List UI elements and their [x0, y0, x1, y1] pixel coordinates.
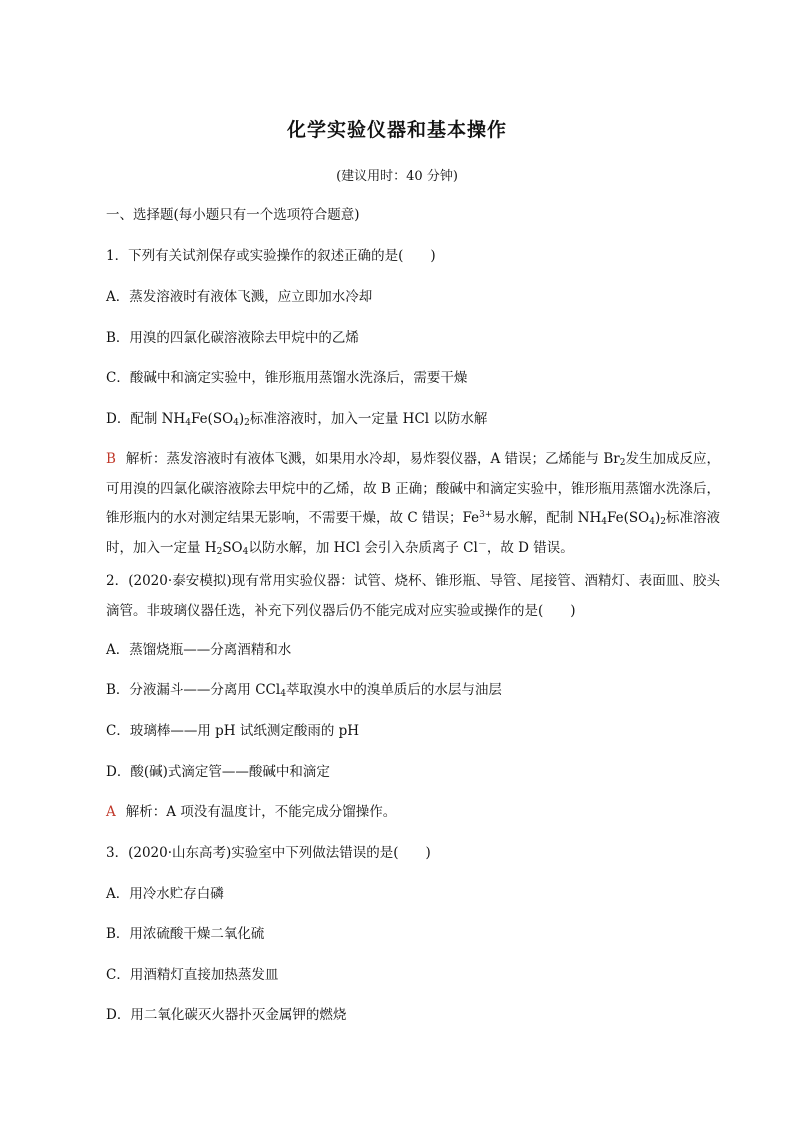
q2-option-c: C．玻璃棒——用 pH 试纸测定酸雨的 pH — [106, 723, 360, 739]
q3-option-d: D．用二氧化碳灭火器扑灭金属钾的燃烧 — [106, 1007, 347, 1023]
q3-option-a: A．用冷水贮存白磷 — [106, 886, 224, 902]
q1-option-d: D．配制 $NH_4Fe(SO_4)_2$标准溶液时，加入一定量 HCl 以防水解 — [106, 411, 488, 428]
q2-answer: A — [106, 804, 116, 820]
q3-stem: 3．(2020·山东高考)实验室中下列做法错误的是( ) — [106, 845, 431, 861]
q2-option-a: A．蒸馏烧瓶——分离酒精和水 — [106, 642, 292, 658]
section-heading: 一、选择题(每小题只有一个选项符合题意) — [106, 207, 360, 223]
q1-option-c: C．酸碱中和滴定实验中，锥形瓶用蒸馏水洗涤后，需要干燥 — [106, 370, 468, 386]
q3-option-c: C．用酒精灯直接加热蒸发皿 — [106, 967, 279, 983]
q2-stem: 2．(2020·泰安模拟)现有常用实验仪器：试管、烧杯、锥形瓶、导管、尾接管、酒精灯、表面皿、胶头滴管。非玻璃仪器任选，补充下列仪器后仍不能完成对应实验或操作的是( ) — [106, 573, 720, 619]
q2-explanation: A 解析：A 项没有温度计，不能完成分馏操作。 — [106, 804, 397, 820]
q3-option-b: B．用浓硫酸干燥二氧化硫 — [106, 926, 265, 942]
q1-option-b: B．用溴的四氯化碳溶液除去甲烷中的乙烯 — [106, 330, 359, 346]
q1-option-a: A．蒸发溶液时有液体飞溅，应立即加水冷却 — [106, 289, 373, 305]
q1-explanation: B 解析：蒸发溶液时有液体飞溅，如果用水冷却，易炸裂仪器，A 错误；乙烯能与 $Br_2$发生加成反应，可用溴的四氯化碳溶液除去甲烷中的乙烯，故 B 正确；酸碱中和滴定实验中，锥形瓶用蒸馏水洗涤后，锥形瓶内的水对测定结果无影响，不需要干燥，故 C 错误；$Fe^{3+}$易水解，配制 $NH_4Fe(SO_4)_2$标准溶液时，加入一定量 $H_2SO_4$以防水解，加 HCl 会引入杂质离子 Cl－，故 D 错误。 — [106, 451, 720, 557]
q2-option-d: D．酸(碱)式滴定管——酸碱中和滴定 — [106, 764, 330, 780]
q1-answer: B — [106, 451, 116, 467]
q1-stem: 1．下列有关试剂保存或实验操作的叙述正确的是( ) — [106, 248, 436, 264]
page-title: 化学实验仪器和基本操作 — [286, 119, 507, 141]
time-suggestion: (建议用时：40 分钟) — [336, 169, 458, 184]
q2-option-b: B．分液漏斗——分离用 CCl$_4$萃取溴水中的溴单质后的水层与油层 — [106, 682, 502, 699]
